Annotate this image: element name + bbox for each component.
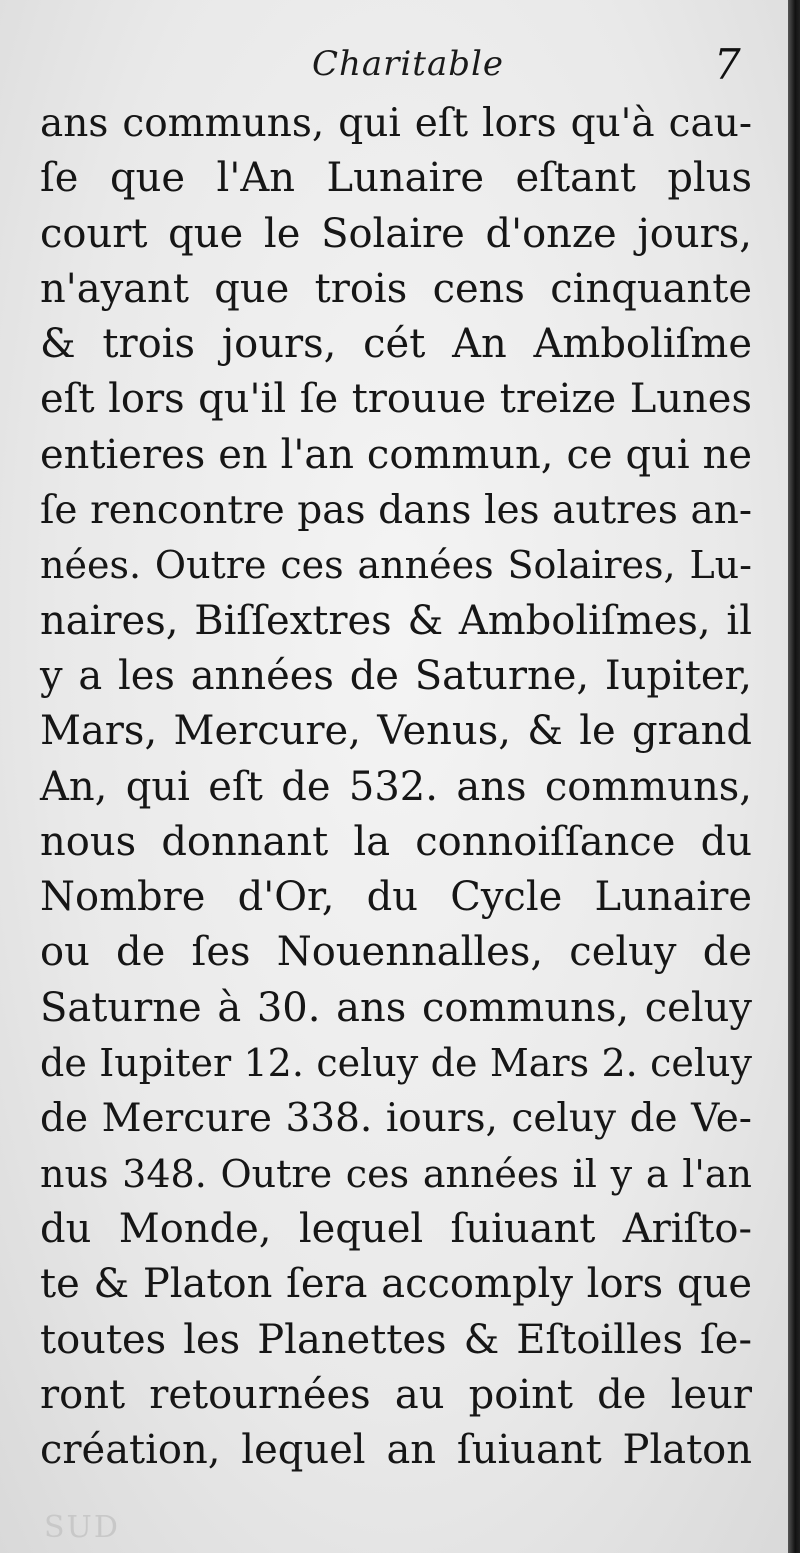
text-line: entieres en l'an commun, ce qui ne	[40, 431, 752, 478]
text-line: nus 348. Outre ces années il y a l'an	[40, 1151, 752, 1196]
text-line: nées. Outre ces années Solaires, Lu-	[40, 543, 752, 588]
text-line: n'ayant que trois cens cinquante	[40, 265, 752, 312]
text-line: naires, Biſſextres & Amboliſmes, il	[40, 597, 752, 644]
text-line: de Iupiter 12. celuy de Mars 2. celuy	[40, 1041, 752, 1086]
text-line: Mars, Mercure, Venus, & le grand	[40, 708, 752, 755]
text-line: ſe que l'An Lunaire eſtant plus	[40, 155, 752, 202]
text-line: de Mercure 338. iours, celuy de Ve-	[40, 1096, 752, 1142]
text-line: y a les années de Saturne, Iupiter,	[40, 652, 752, 699]
text-line: création, lequel an ſuiuant Platon	[40, 1427, 752, 1474]
text-line: ront retournées au point de leur	[40, 1371, 752, 1418]
text-line: ans communs, qui eſt lors qu'à cau-	[40, 101, 752, 146]
page-header	[0, 40, 792, 96]
text-line: te & Platon ſera accomply lors que	[40, 1261, 752, 1308]
running-head: Charitable	[312, 44, 505, 84]
text-line: Saturne à 30. ans communs, celuy	[40, 984, 752, 1031]
text-line: An, qui eſt de 532. ans communs,	[40, 763, 752, 810]
text-line: ou de ſes Nouennalles, celuy de	[40, 929, 752, 976]
bleed-through-text: SUD	[44, 1510, 120, 1545]
text-line: ſe rencontre pas dans les autres an-	[40, 488, 752, 534]
page-edge-shadow	[788, 0, 800, 1553]
page-number: 7	[714, 40, 741, 89]
text-line: & trois jours, cét An Amboliſme	[40, 321, 752, 368]
body-text	[40, 96, 752, 1478]
text-line: du Monde, lequel ſuiuant Ariſto-	[40, 1205, 752, 1252]
text-line: toutes les Planettes & Eſtoilles ſe-	[40, 1316, 752, 1363]
text-line: eſt lors qu'il ſe trouue treize Lunes	[40, 376, 752, 423]
text-line: Nombre d'Or, du Cycle Lunaire	[40, 874, 752, 921]
text-line: nous donnant la connoiſſance du	[40, 818, 752, 865]
text-line: court que le Solaire d'onze jours,	[40, 210, 752, 257]
